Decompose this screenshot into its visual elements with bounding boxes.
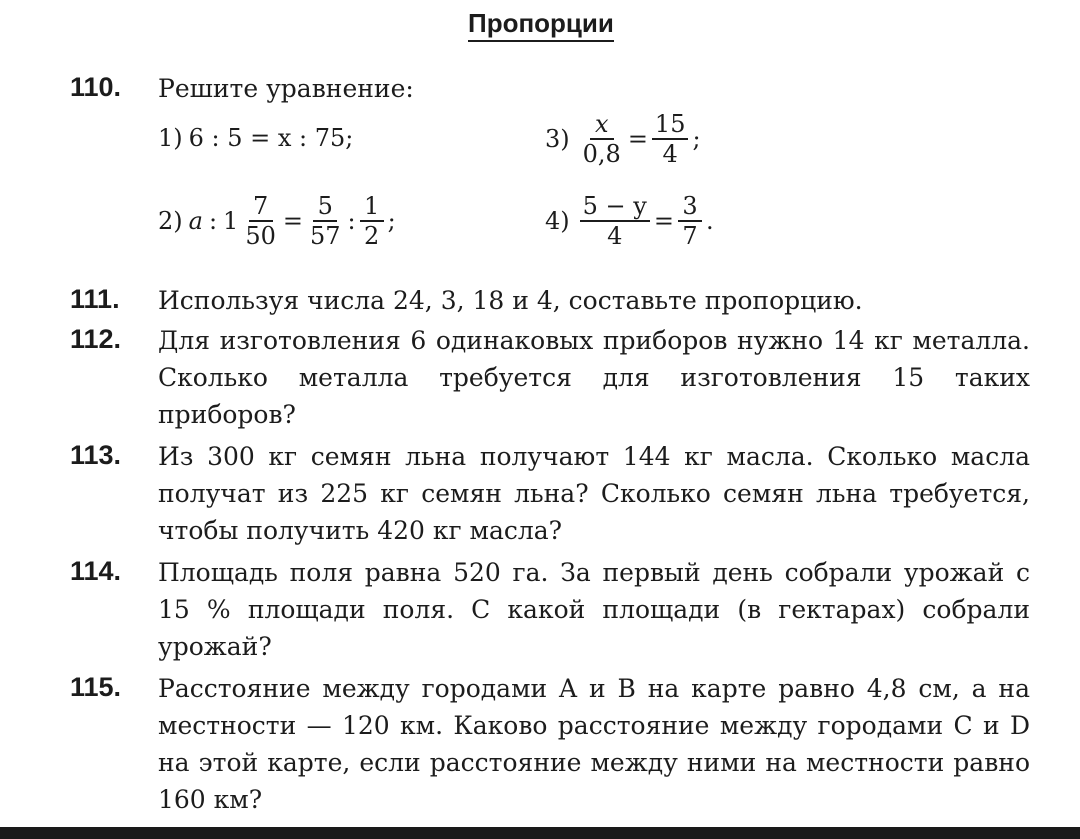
semicolon: ; bbox=[387, 207, 396, 235]
equation-1-expression: 6 : 5 = x : 75; bbox=[188, 124, 354, 152]
fraction-5-57 bbox=[307, 192, 344, 250]
problem-text-113: Из 300 кг семян льна получают 144 кг масла. Сколько масла получат из 225 кг семян льна? Сколько семян льна требуется, чтобы получить 420 кг масла? bbox=[158, 442, 1030, 545]
fraction-1-2 bbox=[360, 192, 384, 250]
equation-1-label: 1) bbox=[158, 124, 183, 152]
problem-number-115: 115. bbox=[70, 672, 122, 702]
fraction-x-0.8 bbox=[580, 110, 624, 168]
bottom-border bbox=[0, 827, 1080, 839]
equals-sign: = bbox=[627, 125, 648, 153]
denominator: 4 bbox=[662, 140, 678, 168]
problem-text-114: Площадь поля равна 520 га. За первый день собрали урожай с 15 % площади поля. С какой площади (в гектарах) собрали урожай? bbox=[158, 558, 1030, 661]
fraction-15-4 bbox=[652, 110, 689, 168]
problem-text-112: Для изготовления 6 одинаковых приборов нужно 14 кг металла. Сколько металла требуется для изготовления 15 таких приборов? bbox=[158, 326, 1030, 429]
colon: : bbox=[347, 207, 356, 235]
equation-2 bbox=[158, 192, 396, 250]
colon: : bbox=[208, 207, 218, 235]
equals-sign: = bbox=[653, 207, 674, 235]
equation-4-label: 4) bbox=[545, 207, 570, 235]
equation-3-label: 3) bbox=[545, 125, 570, 153]
whole-part: 1 bbox=[223, 207, 239, 235]
period: . bbox=[705, 207, 714, 235]
fraction-7-50 bbox=[242, 192, 279, 250]
equals-sign: = bbox=[282, 207, 303, 235]
denominator: 2 bbox=[363, 222, 380, 250]
numerator: 7 bbox=[249, 192, 273, 222]
denominator: 0,8 bbox=[582, 140, 621, 168]
semicolon: ; bbox=[692, 125, 701, 153]
variable-a: a bbox=[188, 207, 203, 235]
problem-text-110: Решите уравнение: bbox=[158, 74, 414, 103]
numerator: 3 bbox=[678, 192, 702, 222]
denominator: 4 bbox=[607, 222, 623, 250]
numerator: x bbox=[590, 110, 614, 140]
numerator: 5 bbox=[313, 192, 337, 222]
numerator: 1 bbox=[360, 192, 384, 222]
problem-text-115: Расстояние между городами A и B на карте равно 4,8 см, а на местности — 120 км. Каково расстояние между городами C и D на этой карте, если расстояние между ними на местности равно 160 км? bbox=[158, 674, 1030, 814]
fraction-3-7 bbox=[678, 192, 702, 250]
denominator: 7 bbox=[682, 222, 698, 250]
page-title: Пропорции bbox=[468, 8, 614, 42]
problem-number-114: 114. bbox=[70, 556, 122, 586]
problem-number-111: 111. bbox=[70, 284, 120, 314]
denominator: 57 bbox=[309, 222, 341, 250]
denominator: 50 bbox=[245, 222, 276, 250]
equation-1 bbox=[158, 124, 353, 152]
fraction-5-minus-y-4 bbox=[580, 192, 650, 250]
problem-number-113: 113. bbox=[70, 440, 122, 470]
problem-text-111: Используя числа 24, 3, 18 и 4, составьте пропорцию. bbox=[158, 286, 863, 315]
equation-3 bbox=[545, 110, 701, 168]
equation-4 bbox=[545, 192, 714, 250]
equation-2-label: 2) bbox=[158, 207, 183, 235]
numerator: 5 − y bbox=[580, 192, 650, 222]
problem-number-110: 110. bbox=[70, 72, 122, 102]
problem-number-112: 112. bbox=[70, 324, 122, 354]
numerator: 15 bbox=[652, 110, 689, 140]
